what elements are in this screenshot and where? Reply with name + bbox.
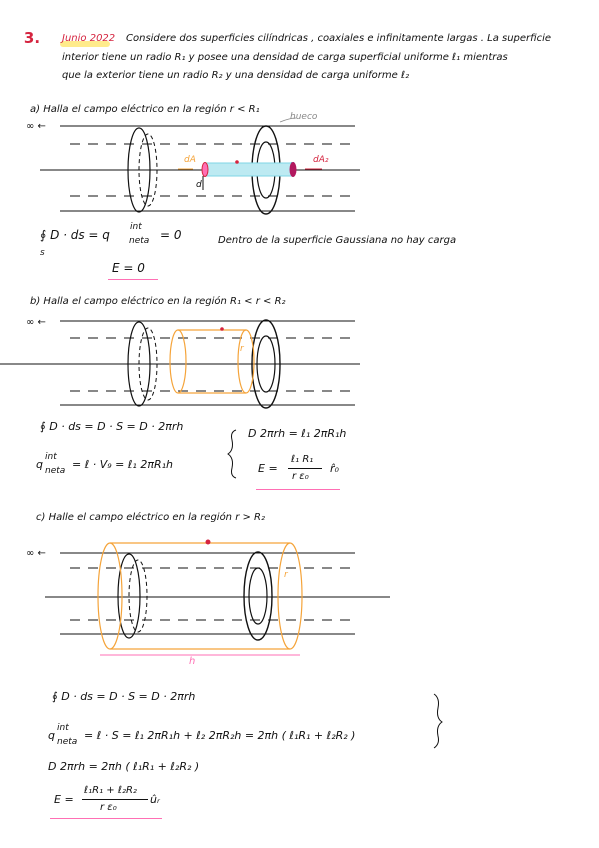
- part-a-infinity: ∞ ←: [26, 121, 46, 132]
- hueco-label: hueco: [290, 112, 318, 122]
- part-a-diagram: [40, 118, 360, 214]
- part-a-q-sup: int: [130, 222, 142, 232]
- part-c-infinity: ∞ ←: [26, 548, 46, 559]
- part-b-gauss-line: ∮ D · ds = D · S = D · 2πrh: [40, 420, 184, 433]
- part-a-rhs: = 0: [160, 228, 182, 242]
- part-c-q: q: [48, 729, 55, 742]
- part-c-prompt: c) Halle el campo eléctrico en la región r > R₂: [36, 512, 266, 523]
- part-c-num: ℓ₁R₁ + ℓ₂R₂: [84, 785, 137, 796]
- statement-line-2: interior tiene un radio R₁ y posee una densidad de carga superficial uniforme ℓ₁ mientras: [62, 52, 508, 63]
- part-a-result: E = 0: [112, 261, 145, 275]
- part-b-num: ℓ₁ R₁: [291, 454, 314, 465]
- dA-right-label: dA₂: [313, 155, 329, 165]
- part-b-q: q: [36, 458, 43, 471]
- part-b-infinity: ∞ ←: [26, 317, 46, 328]
- part-a-explanation: Dentro de la superficie Gaussiana no hay carga: [218, 235, 457, 246]
- part-c-den: r ε₀: [100, 802, 117, 813]
- part-a-s-sub: s: [40, 248, 45, 258]
- part-b-prompt: b) Halla el campo eléctrico en la región R₁ < r < R₂: [30, 296, 286, 307]
- d-label: d: [196, 180, 202, 190]
- part-c-q-rhs: = ℓ · S = ℓ₁ 2πR₁h + ℓ₂ 2πR₂h = 2πh ( ℓ₁R₁ + ℓ₂R₂ ): [84, 729, 356, 742]
- statement-line-3: que la exterior tiene un radio R₂ y una densidad de carga uniforme ℓ₂: [62, 70, 410, 81]
- part-a-q-sub: neta: [129, 236, 150, 246]
- part-b-q-sup: int: [45, 452, 57, 462]
- part-c-E: E =: [54, 793, 74, 806]
- part-a-gauss: ∮ D · ds = q: [40, 228, 110, 242]
- part-c-diagram: [45, 540, 390, 656]
- part-b-diagram: [0, 320, 360, 408]
- part-c-gauss-line: ∮ D · ds = D · S = D · 2πrh: [52, 690, 196, 703]
- part-b-q-sub: neta: [45, 466, 66, 476]
- problem-number: 3.: [23, 29, 41, 47]
- part-b-q-rhs: = ℓ · V₉ = ℓ₁ 2πR₁h: [72, 458, 173, 471]
- part-c-unit: ûᵣ: [150, 793, 160, 806]
- part-c-r-label: r: [284, 570, 288, 580]
- part-b-unit: r̂₀: [330, 462, 339, 475]
- problem-source: Junio 2022: [62, 33, 116, 44]
- statement-line-1: Considere dos superficies cilíndricas , coaxiales e infinitamente largas . La superficie: [126, 33, 552, 44]
- part-b-E: E =: [258, 462, 278, 475]
- part-c-q-sup: int: [57, 723, 69, 733]
- part-a-prompt: a) Halla el campo eléctrico en la región r < R₁: [30, 104, 260, 115]
- part-b-den: r ε₀: [292, 471, 309, 482]
- part-b-eq1: D 2πrh = ℓ₁ 2πR₁h: [248, 427, 347, 440]
- part-c-h-label: h: [189, 656, 196, 667]
- part-b-r-label: r: [240, 344, 244, 354]
- part-c-q-sub: neta: [57, 737, 78, 747]
- part-c-eq1: D 2πrh = 2πh ( ℓ₁R₁ + ℓ₂R₂ ): [48, 760, 200, 773]
- dA-left-label: dA: [184, 155, 196, 165]
